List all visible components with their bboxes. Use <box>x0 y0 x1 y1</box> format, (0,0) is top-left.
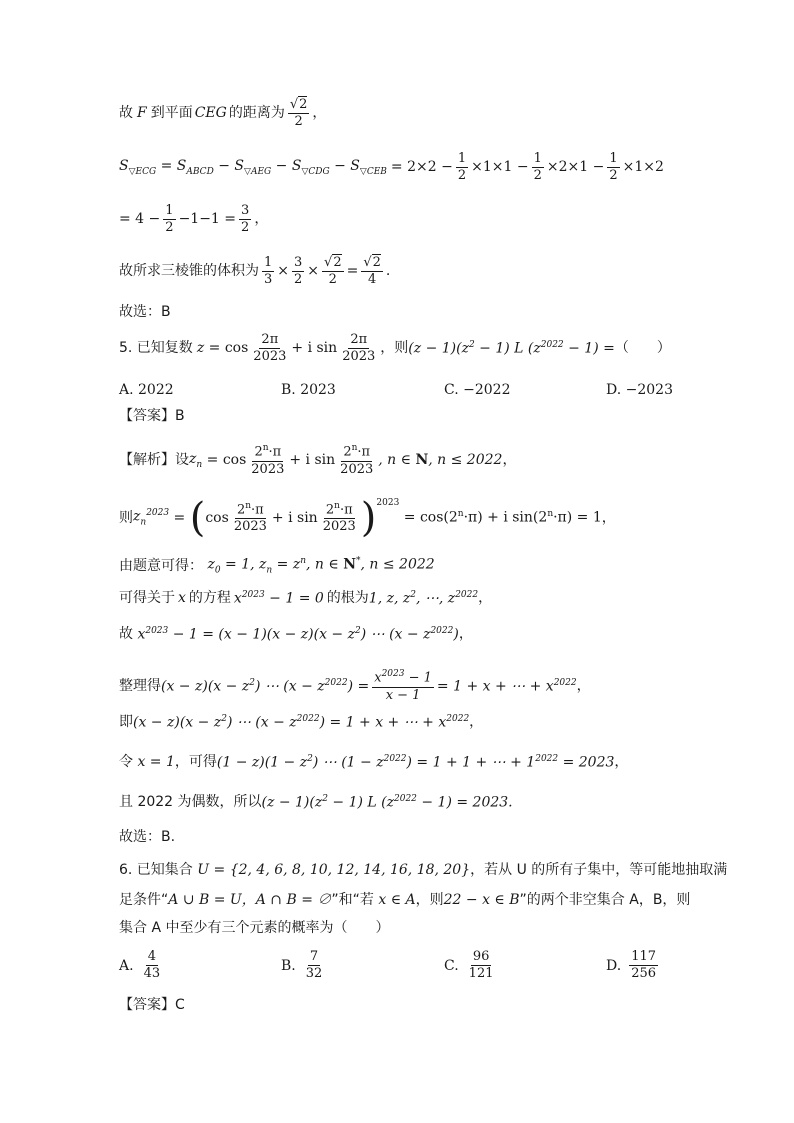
text: ， <box>254 211 269 228</box>
fraction: $\frac{1}{2}$ <box>609 151 618 184</box>
answer-label: 【答案】C <box>119 997 185 1013</box>
fraction: $\frac{2^n\cdot\pi}{2023}$ <box>340 443 374 477</box>
text: 的方程 <box>188 590 231 607</box>
math-expr: ×2×1 − <box>546 159 605 176</box>
fraction: $\frac{x^{2023} - 1}{x - 1}$ <box>374 669 432 703</box>
answer-6 <box>119 997 694 1014</box>
analysis-line-8: 令 x = 1 ，可得 $(1 - z)(1 - z^2)$ ⋯ $(1 - z^{2022}) = 1 + 1$ + ⋯ + $1^{2022} = 2023$ ， <box>119 754 629 771</box>
question-6-line-3 <box>119 920 694 937</box>
fraction: $\frac{√2}{4}$ <box>363 255 381 288</box>
text: ，则 <box>415 892 444 908</box>
analysis-line-5: 故 $x^{2023} - 1 = (x - 1)(x - z)(x - z^2)$ ⋯ $(x - z^{2022})$ ， <box>119 626 473 643</box>
answer-blank: （ ） <box>614 340 671 357</box>
analysis-line-2: 则 $z_n^{2023}$ = ( cos $\frac{2^n\cdot\pi}{2023}$ + i sin $\frac{2^n\cdot\pi}{2023}$ ) $^{2023}$ = $\cos(2^n\cdot\pi) + i$ $\sin(2^n\cdot\pi) = 1$ ， <box>119 495 616 541</box>
fraction: $\frac{1}{2}$ <box>533 151 542 184</box>
text: 即 <box>119 714 133 731</box>
text: 可得关于 <box>119 590 175 607</box>
option-d[interactable]: D. $\frac{117}{256}$ <box>606 949 657 982</box>
choose-line <box>119 304 694 321</box>
option-a[interactable]: A. 2022 <box>119 382 174 398</box>
math-expr: ×1×2 <box>622 159 664 176</box>
distance-line <box>119 98 694 130</box>
volume-line: 故所求三棱锥的体积为 $\frac{1}{3}$ × $\frac{3}{2}$ × $\frac{√2}{2}$ = $\frac{√2}{4}$ . <box>119 255 391 288</box>
text: 由题意可得： <box>119 557 203 574</box>
text: 足条件“ <box>119 892 169 908</box>
analysis-line-7: 即 $(x - z)(x - z^2)$ ⋯ $(x - z^{2022}) = 1 + x$ + ⋯ + $x^{2022}$ ， <box>119 714 484 731</box>
fraction: $\frac{2\pi}{2023}$ <box>253 332 287 365</box>
text: 故选：B. <box>119 829 176 845</box>
option-c[interactable]: C. $\frac{96}{121}$ <box>444 949 494 982</box>
text: 故 <box>119 105 133 122</box>
fraction: $\frac{1}{2}$ <box>165 203 174 236</box>
text: ，若从 U 的所有子集中，等可能地抽取满 <box>470 862 728 878</box>
answer-label: 【答案】B <box>119 408 185 424</box>
option-b[interactable]: B. 2023 <box>281 382 336 398</box>
fraction: $\frac{3}{2}$ <box>294 255 303 288</box>
text: ，则 <box>380 340 409 357</box>
fraction: $\frac{1}{2}$ <box>457 151 467 184</box>
text: 则 <box>119 509 133 526</box>
math-var: F <box>137 105 147 122</box>
text: ”的两个非空集合 A，B，则 <box>519 892 691 908</box>
option-b[interactable]: B. $\frac{7}{32}$ <box>281 949 323 982</box>
fraction: $\frac{2^n\cdot\pi}{2023}$ <box>233 500 267 535</box>
text: ， <box>478 590 493 607</box>
text: 的距离为 <box>228 105 285 122</box>
option-a[interactable]: A. $\frac{4}{43}$ <box>119 949 161 982</box>
analysis-line-4: 可得关于 x 的方程 $x^{2023} - 1 = 0$ 的根为 1, z, $z^2$, ⋯, $z^{2022}$ ， <box>119 590 493 607</box>
analysis-line-6: 整理得 $(x - z)(x - z^2)$ ⋯ $(x - z^{2022})$ = $\frac{x^{2023} - 1}{x - 1}$ = 1 + x + ⋯ + $x^{2022}$ ， <box>119 669 591 703</box>
text: 且 2022 为偶数，所以 <box>119 794 262 811</box>
math-expr: = 2×2 − <box>390 159 453 176</box>
fraction: $\frac{2\pi}{2023}$ <box>342 332 376 365</box>
math-var: CEG <box>194 105 227 122</box>
text: 故选：B <box>119 304 171 320</box>
fraction: $\frac{2^n\cdot\pi}{2023}$ <box>251 443 285 477</box>
choose-line-5 <box>119 829 694 846</box>
option-c[interactable]: C. −2022 <box>444 382 511 398</box>
math-expr: −1−1 = <box>178 211 237 228</box>
text: ，可得 <box>174 754 217 771</box>
analysis-label: 【解析】设 <box>119 452 189 469</box>
text: 集合 A 中至少有三个元素的概率为（ ） <box>119 920 390 936</box>
text: 故所求三棱锥的体积为 <box>119 263 259 280</box>
math-expr: = 4 − <box>119 211 161 228</box>
question-6-line-1: 6. 已知集合 U = {2, 4, 6, 8, 10, 12, 14, 16, 18, 20} ，若从 U 的所有子集中，等可能地抽取满 <box>119 862 728 878</box>
text: ”和“若 <box>331 892 374 908</box>
fraction: $\frac{√2}{2}$ <box>324 255 342 288</box>
question-number: 6. 已知集合 <box>119 862 193 878</box>
area-result <box>119 204 694 236</box>
analysis-line-1: 【解析】设 $z_n$ = cos $\frac{2^n\cdot\pi}{2023}$ + i sin $\frac{2^n\cdot\pi}{2023}$ , n ∈ N, n ≤ 2022 ， <box>119 443 517 477</box>
math-expr: $S_{▽ECG} = S_{ABCD} - S_{▽AEG} - S_{▽CDG} - S_{▽CEB}$ <box>119 158 387 177</box>
answer-5 <box>119 408 694 425</box>
analysis-line-9: 且 2022 为偶数，所以 $(z - 1)(z^2 - 1)$ L $(z^{2022} - 1) = 2023$. <box>119 794 513 811</box>
fraction: $\frac{2^n\cdot\pi}{2023}$ <box>322 500 356 535</box>
analysis-line-3: 由题意可得： $z_0 = 1$, $z_n = z^n$, n ∈ N*, n ≤ 2022 <box>119 556 435 576</box>
text: ， <box>312 105 327 122</box>
question-6-line-2: 足条件“ A ∪ B = U，A ∩ B = ∅ ”和“若 x ∈ A ，则 22 − x ∈ B ”的两个非空集合 A，B，则 <box>119 892 691 908</box>
text: 令 <box>119 754 133 771</box>
text: 的根为 <box>326 590 369 607</box>
fraction: $\frac{√2}{2}$ <box>289 97 308 130</box>
text: 整理得 <box>119 678 161 695</box>
fraction: $\frac{1}{3}$ <box>264 255 273 288</box>
area-formula <box>119 152 694 184</box>
question-number: 5. 已知复数 <box>119 340 193 357</box>
fraction: $\frac{3}{2}$ <box>241 203 250 236</box>
text: 到平面 <box>150 105 193 122</box>
math-expr: ×1×1 − <box>471 159 529 176</box>
question-5: 5. 已知复数 z = cos $\frac{2\pi}{2023}$ + i sin $\frac{2\pi}{2023}$ ，则 $(z - 1)(z^2 - 1)$ L $(z^{2022} - 1)$ = （ ） <box>119 332 671 365</box>
text: 故 <box>119 626 133 643</box>
option-d[interactable]: D. −2023 <box>606 382 673 398</box>
